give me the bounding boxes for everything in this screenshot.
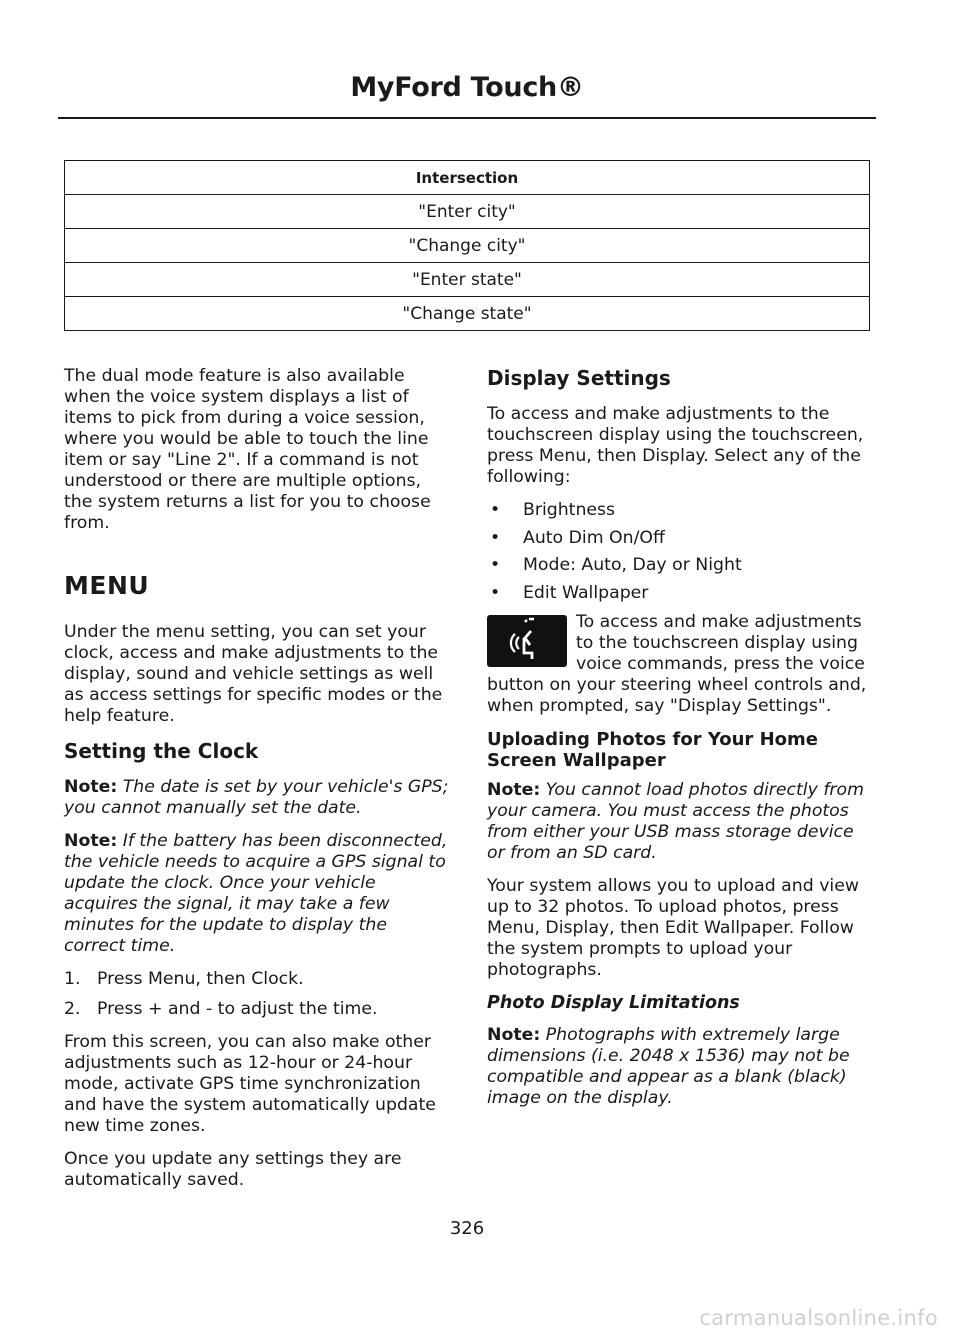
bullet-icon: • xyxy=(490,582,501,603)
display-options-list xyxy=(487,500,873,604)
table-row: "Enter city" xyxy=(65,195,870,229)
voice-command-block xyxy=(487,612,873,717)
note-text: You cannot load photos directly from your camera. You must access the photos from either your USB mass storage device or from an SD card. xyxy=(487,779,864,863)
display-settings-heading: Display Settings xyxy=(487,366,671,390)
list-item xyxy=(487,583,873,604)
bullet-icon: • xyxy=(490,527,501,548)
note-label: Note: xyxy=(64,777,118,797)
watermark: carmanualsonline.info xyxy=(699,1306,938,1330)
voice-command-icon xyxy=(487,615,567,667)
list-item xyxy=(487,555,873,576)
page-number: 326 xyxy=(449,1218,485,1239)
table-header: Intersection xyxy=(65,161,870,195)
step-number: 1. xyxy=(64,969,81,989)
voice-command-table xyxy=(64,160,870,331)
upload-paragraph: Your system allows you to upload and view up to 32 photos. To upload photos, press Menu, Display, then Edit Wallpaper. Follow the system prompts to upload your photographs. xyxy=(487,875,859,980)
menu-paragraph: Under the menu setting, you can set your clock, access and make adjustments to the display, sound and vehicle settings as well as access settings for specific modes or the help feature. xyxy=(64,622,443,726)
note-label: Note: xyxy=(487,779,541,800)
note-text: Photographs with extremely large dimensions (i.e. 2048 x 1536) may not be compatible and appear as a blank (black) image on the display. xyxy=(487,1024,850,1108)
auto-save-paragraph: Once you update any settings they are automatically saved. xyxy=(64,1149,402,1190)
note-gps-date xyxy=(64,777,450,819)
bullet-icon: • xyxy=(490,555,501,575)
clock-steps xyxy=(64,969,450,1020)
list-item xyxy=(487,528,873,549)
list-item xyxy=(487,500,873,521)
note-camera xyxy=(487,780,873,864)
bullet-icon: • xyxy=(490,500,501,520)
clock-options-paragraph: From this screen, you can also make other adjustments such as 12-hour or 24-hour mode, activate GPS time synchronization and have the system automatically update new time zones. xyxy=(64,1032,436,1136)
note-battery xyxy=(64,831,450,957)
page-title: MyFord Touch® xyxy=(350,72,584,103)
list-item xyxy=(64,969,450,990)
list-item-text: Auto Dim On/Off xyxy=(523,527,665,548)
clock-heading: Setting the Clock xyxy=(64,739,259,763)
menu-heading: MENU xyxy=(64,571,150,600)
list-item-text: Brightness xyxy=(523,500,616,520)
left-column xyxy=(64,366,450,1203)
display-settings-paragraph: To access and make adjustments to the touchscreen display using the touchscreen, press Menu, then Display. Select any of the following: xyxy=(487,404,864,487)
step-text: Press + and - to adjust the time. xyxy=(97,999,378,1019)
table-row: "Change city" xyxy=(65,229,870,263)
step-text: Press Menu, then Clock. xyxy=(97,969,304,989)
list-item xyxy=(64,999,450,1020)
header-divider xyxy=(58,117,876,119)
voice-settings-paragraph: To access and make adjustments to the touchscreen display using voice commands, press the voice button on your steering wheel controls and, when prompted, say "Display Settings". xyxy=(487,611,867,716)
note-label: Note: xyxy=(64,831,118,851)
upload-photos-heading: Uploading Photos for Your Home Screen Wallpaper xyxy=(487,728,818,771)
note-text: If the battery has been disconnected, the vehicle needs to acquire a GPS signal to update the clock. Once your vehicle acquires the signal, it may take a few minutes for the update to display the correct time. xyxy=(64,831,448,956)
photo-limits-heading: Photo Display Limitations xyxy=(487,992,740,1013)
dual-mode-paragraph: The dual mode feature is also available when the voice system displays a list of items to pick from during a voice session, where you would be able to touch the line item or say "Line 2". If a command is not understood or there are multiple options, the system returns a list for you to choose from. xyxy=(64,366,431,533)
note-label: Note: xyxy=(487,1024,541,1045)
note-photo-size xyxy=(487,1025,873,1109)
list-item-text: Edit Wallpaper xyxy=(523,582,649,603)
list-item-text: Mode: Auto, Day or Night xyxy=(523,555,742,575)
step-number: 2. xyxy=(64,999,81,1019)
table-row: "Enter state" xyxy=(65,263,870,297)
note-text: The date is set by your vehicle's GPS; you cannot manually set the date. xyxy=(64,777,449,818)
right-column xyxy=(487,366,873,1121)
table-row: "Change state" xyxy=(65,297,870,331)
